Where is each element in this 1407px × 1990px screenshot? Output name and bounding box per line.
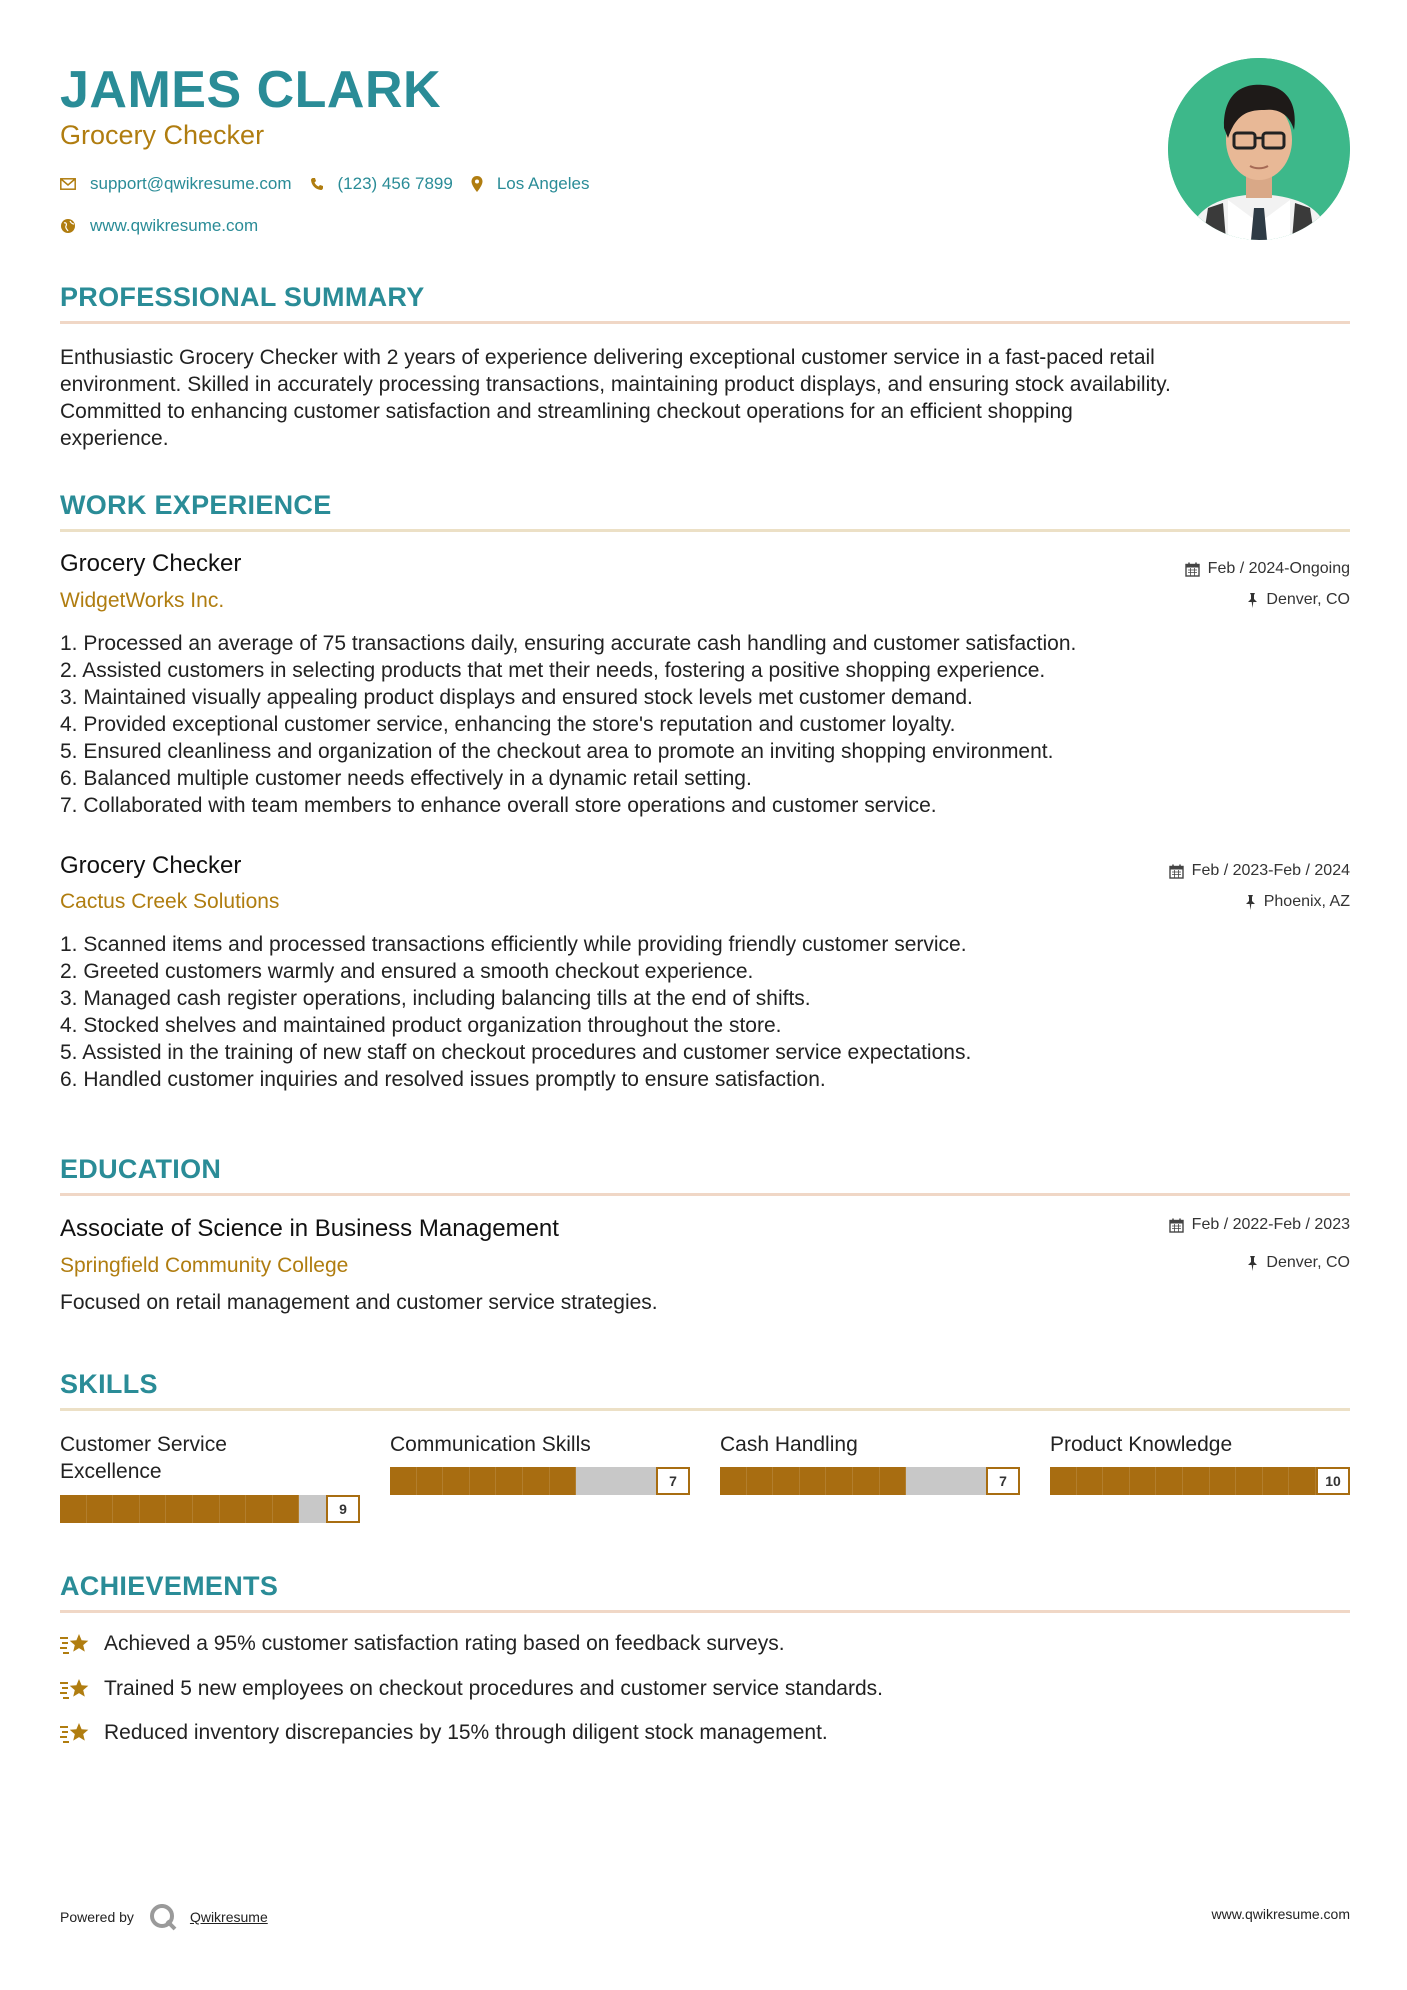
section-divider bbox=[60, 1193, 1350, 1196]
skill-bar bbox=[60, 1495, 360, 1523]
skill-track bbox=[720, 1467, 986, 1495]
skill-segment bbox=[773, 1467, 800, 1495]
skill-name-line: Excellence bbox=[60, 1460, 162, 1483]
skill-segment bbox=[113, 1495, 140, 1523]
job-dates bbox=[1185, 560, 1350, 578]
list-item: 4. Stocked shelves and maintained product organization throughout the store. bbox=[60, 1014, 782, 1037]
star-icon bbox=[60, 1721, 90, 1745]
website-text: www.qwikresume.com bbox=[90, 216, 259, 235]
summary-line: experience. bbox=[60, 427, 169, 450]
pin-icon bbox=[1247, 1256, 1258, 1271]
skill-name-line: Product Knowledge bbox=[1050, 1433, 1233, 1456]
skill-segment bbox=[1050, 1467, 1077, 1495]
skill-segment bbox=[720, 1467, 747, 1495]
pin-icon bbox=[1245, 895, 1256, 910]
star-icon bbox=[60, 1632, 90, 1656]
location-item bbox=[471, 174, 590, 194]
contact-row bbox=[60, 174, 607, 194]
skill-segment bbox=[1156, 1467, 1183, 1495]
calendar-icon bbox=[1185, 562, 1200, 577]
list-item: 5. Ensured cleanliness and organization of the checkout area to promote an inviting shopping environment. bbox=[60, 740, 1054, 763]
skill-segment bbox=[1103, 1467, 1130, 1495]
skill-segment bbox=[193, 1495, 220, 1523]
job-location bbox=[1245, 893, 1350, 911]
skill-segment bbox=[1130, 1467, 1157, 1495]
skills-heading: SKILLS bbox=[60, 1369, 158, 1399]
education-description: Focused on retail management and customer service strategies. bbox=[60, 1291, 658, 1314]
job-dates-text: Feb / 2024-Ongoing bbox=[1207, 560, 1350, 577]
skill-fill bbox=[60, 1495, 299, 1523]
qwikresume-logo-icon bbox=[148, 1902, 178, 1932]
skill-bar bbox=[390, 1467, 690, 1495]
phone-icon bbox=[310, 177, 324, 191]
job-location bbox=[1247, 591, 1350, 609]
skill-segment bbox=[417, 1467, 444, 1495]
summary-line: environment. Skilled in accurately processing transactions, maintaining product displays, and ensuring stock availability. bbox=[60, 373, 1171, 396]
list-item: 4. Provided exceptional customer service, enhancing the store's reputation and customer loyalty. bbox=[60, 713, 956, 736]
summary-line: Enthusiastic Grocery Checker with 2 years of experience delivering exceptional customer service in a fast-paced retail bbox=[60, 346, 1155, 369]
skill-item bbox=[1050, 1431, 1350, 1489]
list-item: 7. Collaborated with team members to enhance overall store operations and customer service. bbox=[60, 794, 937, 817]
skill-segment bbox=[496, 1467, 523, 1495]
skill-segment bbox=[1263, 1467, 1290, 1495]
list-item: 1. Scanned items and processed transactions efficiently while providing friendly customer service. bbox=[60, 933, 967, 956]
achievement-text: Achieved a 95% customer satisfaction rating based on feedback surveys. bbox=[104, 1632, 785, 1655]
skill-name-line: Customer Service bbox=[60, 1433, 227, 1456]
star-icon bbox=[60, 1677, 90, 1701]
envelope-icon bbox=[60, 178, 76, 190]
skill-bar bbox=[1050, 1467, 1350, 1495]
skill-fill bbox=[390, 1467, 576, 1495]
calendar-icon bbox=[1169, 1218, 1184, 1233]
calendar-icon bbox=[1169, 864, 1184, 879]
skill-segment bbox=[1183, 1467, 1210, 1495]
school-name: Springfield Community College bbox=[60, 1254, 349, 1277]
skill-segment bbox=[1289, 1467, 1316, 1495]
map-pin-icon bbox=[471, 176, 483, 192]
skill-segment bbox=[443, 1467, 470, 1495]
skill-track bbox=[60, 1495, 326, 1523]
job-company: Cactus Creek Solutions bbox=[60, 890, 280, 913]
section-divider bbox=[60, 1610, 1350, 1613]
achievement-text: Trained 5 new employees on checkout procedures and customer service standards. bbox=[104, 1677, 883, 1700]
skill-fill bbox=[720, 1467, 906, 1495]
summary-text bbox=[60, 344, 1350, 452]
skill-segment bbox=[853, 1467, 880, 1495]
skill-segment bbox=[390, 1467, 417, 1495]
job-location-text: Denver, CO bbox=[1266, 591, 1350, 608]
skill-name bbox=[390, 1431, 690, 1458]
skill-item bbox=[390, 1431, 690, 1489]
skill-segment bbox=[60, 1495, 87, 1523]
job-location-text: Phoenix, AZ bbox=[1263, 893, 1350, 910]
skill-segment bbox=[550, 1467, 577, 1495]
achievements-heading: ACHIEVEMENTS bbox=[60, 1571, 279, 1601]
job-bullets bbox=[60, 931, 1350, 1093]
job-company: WidgetWorks Inc. bbox=[60, 589, 225, 612]
skill-name bbox=[60, 1431, 360, 1485]
skill-segment bbox=[1236, 1467, 1263, 1495]
section-divider bbox=[60, 529, 1350, 532]
skill-name-line: Cash Handling bbox=[720, 1433, 858, 1456]
skill-item bbox=[60, 1431, 360, 1517]
section-divider bbox=[60, 1408, 1350, 1411]
footer-brand bbox=[60, 1902, 268, 1932]
skill-fill bbox=[1050, 1467, 1316, 1495]
skill-segment bbox=[273, 1495, 300, 1523]
education-heading: EDUCATION bbox=[60, 1154, 222, 1184]
list-item: 1. Processed an average of 75 transactions daily, ensuring accurate cash handling and customer satisfaction. bbox=[60, 632, 1077, 655]
footer-site[interactable]: www.qwikresume.com bbox=[1211, 1906, 1350, 1922]
skill-segment bbox=[1077, 1467, 1104, 1495]
skill-segment bbox=[523, 1467, 550, 1495]
achievement-item bbox=[60, 1721, 828, 1745]
achievement-text: Reduced inventory discrepancies by 15% through diligent stock management. bbox=[104, 1721, 828, 1744]
candidate-role: Grocery Checker bbox=[60, 120, 265, 150]
list-item: 6. Balanced multiple customer needs effectively in a dynamic retail setting. bbox=[60, 767, 752, 790]
list-item: 2. Greeted customers warmly and ensured a smooth checkout experience. bbox=[60, 960, 754, 983]
skill-bar bbox=[720, 1467, 1020, 1495]
job-bullets bbox=[60, 630, 1350, 819]
location-text: Los Angeles bbox=[496, 174, 590, 193]
globe-icon bbox=[60, 218, 76, 234]
skill-name-line: Communication Skills bbox=[390, 1433, 591, 1456]
job-dates-text: Feb / 2023-Feb / 2024 bbox=[1191, 862, 1350, 879]
summary-heading: PROFESSIONAL SUMMARY bbox=[60, 282, 425, 312]
skill-score: 7 bbox=[656, 1467, 690, 1495]
skill-score: 10 bbox=[1316, 1467, 1350, 1495]
achievement-item bbox=[60, 1632, 785, 1656]
list-item: 2. Assisted customers in selecting products that met their needs, fostering a positive shopping experience. bbox=[60, 659, 1046, 682]
qwikresume-link[interactable]: Qwikresume bbox=[189, 1909, 268, 1925]
email-item[interactable] bbox=[60, 174, 292, 194]
skill-segment bbox=[246, 1495, 273, 1523]
skill-segment bbox=[220, 1495, 247, 1523]
skill-segment bbox=[166, 1495, 193, 1523]
education-location bbox=[1247, 1254, 1350, 1272]
skill-score: 9 bbox=[326, 1495, 360, 1523]
skill-track bbox=[1050, 1467, 1316, 1495]
skill-score: 7 bbox=[986, 1467, 1020, 1495]
email-text: support@qwikresume.com bbox=[90, 174, 292, 193]
pin-icon bbox=[1247, 593, 1258, 608]
section-divider bbox=[60, 321, 1350, 324]
education-location-text: Denver, CO bbox=[1266, 1254, 1350, 1271]
achievement-item bbox=[60, 1677, 883, 1701]
skill-item bbox=[720, 1431, 1020, 1489]
degree-title: Associate of Science in Business Management bbox=[60, 1215, 559, 1242]
website-row bbox=[60, 216, 276, 236]
powered-by-text: Powered by bbox=[60, 1909, 134, 1925]
list-item: 5. Assisted in the training of new staff on checkout procedures and customer service expectations. bbox=[60, 1041, 972, 1064]
skill-segment bbox=[470, 1467, 497, 1495]
list-item: 3. Managed cash register operations, including balancing tills at the end of shifts. bbox=[60, 987, 811, 1010]
skill-segment bbox=[1210, 1467, 1237, 1495]
job-title: Grocery Checker bbox=[60, 852, 242, 879]
website-item[interactable] bbox=[60, 216, 258, 236]
summary-line: Committed to enhancing customer satisfaction and streamlining checkout operations for an efficient shopping bbox=[60, 400, 1073, 423]
candidate-name: JAMES CLARK bbox=[60, 61, 442, 119]
phone-item[interactable] bbox=[310, 174, 453, 194]
education-dates bbox=[1169, 1216, 1350, 1234]
skill-segment bbox=[826, 1467, 853, 1495]
list-item: 3. Maintained visually appealing product displays and ensured stock levels met customer demand. bbox=[60, 686, 973, 709]
profile-photo bbox=[1168, 58, 1350, 240]
skill-name bbox=[720, 1431, 1020, 1458]
skill-segment bbox=[880, 1467, 907, 1495]
phone-text: (123) 456 7899 bbox=[337, 174, 453, 193]
skill-segment bbox=[747, 1467, 774, 1495]
skill-track bbox=[390, 1467, 656, 1495]
job-dates bbox=[1169, 862, 1350, 880]
education-dates-text: Feb / 2022-Feb / 2023 bbox=[1191, 1216, 1350, 1233]
list-item: 6. Handled customer inquiries and resolved issues promptly to ensure satisfaction. bbox=[60, 1068, 826, 1091]
skill-segment bbox=[140, 1495, 167, 1523]
skill-name bbox=[1050, 1431, 1350, 1458]
skill-segment bbox=[87, 1495, 114, 1523]
experience-heading: WORK EXPERIENCE bbox=[60, 490, 332, 520]
skill-segment bbox=[800, 1467, 827, 1495]
job-title: Grocery Checker bbox=[60, 550, 242, 577]
